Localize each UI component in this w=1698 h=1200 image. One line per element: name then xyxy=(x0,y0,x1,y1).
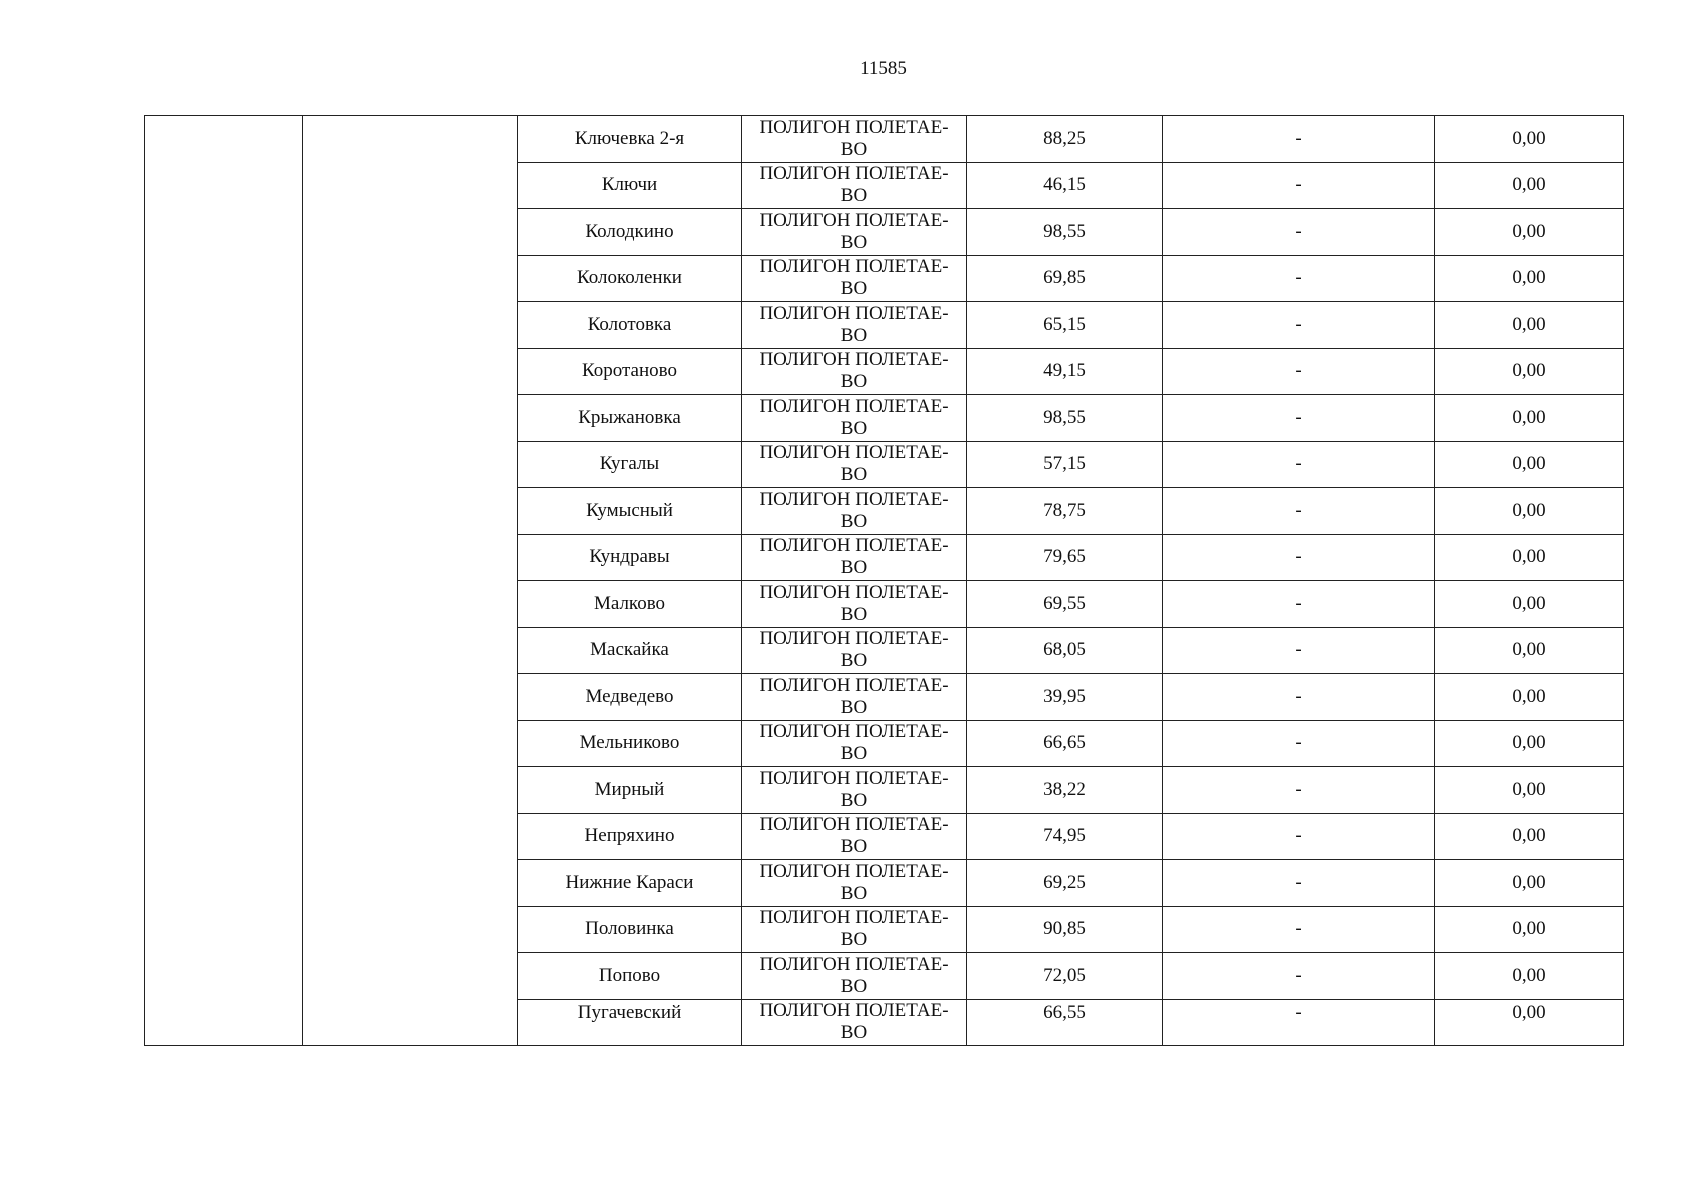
settlement-cell: Ключи xyxy=(518,162,742,209)
cost-cell: 0,00 xyxy=(1435,999,1624,1046)
dash-cell: - xyxy=(1163,209,1435,256)
settlement-cell: Мельниково xyxy=(518,720,742,767)
settlement-cell: Колотовка xyxy=(518,302,742,349)
organization-line-2: ВО xyxy=(840,929,868,951)
distance-cell: 69,55 xyxy=(967,581,1163,628)
dash-cell: - xyxy=(1163,255,1435,302)
distance-cell: 90,85 xyxy=(967,906,1163,953)
cost-cell: 0,00 xyxy=(1435,767,1624,814)
distance-cell: 72,05 xyxy=(967,953,1163,1000)
organization-line-2: ВО xyxy=(840,138,868,160)
settlement-cell: Пугачевский xyxy=(518,999,742,1046)
distance-cell: 88,25 xyxy=(967,116,1163,163)
organization-line-2: ВО xyxy=(840,557,868,579)
organization-cell xyxy=(742,488,967,535)
dash-cell: - xyxy=(1163,813,1435,860)
organization-cell xyxy=(742,395,967,442)
organization-line-1: ПОЛИГОН ПОЛЕТАЕ- xyxy=(759,674,949,696)
dash-cell: - xyxy=(1163,348,1435,395)
distance-cell: 66,65 xyxy=(967,720,1163,767)
organization-line-2: ВО xyxy=(840,603,868,625)
settlement-cell: Коротаново xyxy=(518,348,742,395)
dash-cell: - xyxy=(1163,860,1435,907)
settlement-cell: Маскайка xyxy=(518,627,742,674)
organization-line-2: ВО xyxy=(840,464,868,486)
dash-cell: - xyxy=(1163,534,1435,581)
dash-cell: - xyxy=(1163,767,1435,814)
organization-line-2: ВО xyxy=(840,510,868,532)
organization-cell xyxy=(742,999,967,1046)
distance-cell: 46,15 xyxy=(967,162,1163,209)
organization-line-1: ПОЛИГОН ПОЛЕТАЕ- xyxy=(759,907,949,929)
organization-line-1: ПОЛИГОН ПОЛЕТАЕ- xyxy=(759,488,949,510)
dash-cell: - xyxy=(1163,116,1435,163)
organization-line-2: ВО xyxy=(840,696,868,718)
settlement-cell: Колодкино xyxy=(518,209,742,256)
organization-line-2: ВО xyxy=(840,789,868,811)
organization-line-2: ВО xyxy=(840,975,868,997)
organization-line-1: ПОЛИГОН ПОЛЕТАЕ- xyxy=(759,395,949,417)
settlement-cell: Половинка xyxy=(518,906,742,953)
organization-cell xyxy=(742,720,967,767)
organization-line-2: ВО xyxy=(840,650,868,672)
organization-cell xyxy=(742,348,967,395)
cost-cell: 0,00 xyxy=(1435,627,1624,674)
organization-cell xyxy=(742,209,967,256)
organization-line-1: ПОЛИГОН ПОЛЕТАЕ- xyxy=(759,442,949,464)
organization-line-2: ВО xyxy=(840,185,868,207)
organization-line-1: ПОЛИГОН ПОЛЕТАЕ- xyxy=(759,1000,949,1022)
distance-cell: 68,05 xyxy=(967,627,1163,674)
organization-line-1: ПОЛИГОН ПОЛЕТАЕ- xyxy=(759,116,949,138)
organization-cell xyxy=(742,162,967,209)
settlement-cell: Кундравы xyxy=(518,534,742,581)
organization-line-2: ВО xyxy=(840,743,868,765)
organization-cell xyxy=(742,302,967,349)
organization-cell xyxy=(742,581,967,628)
distance-cell: 65,15 xyxy=(967,302,1163,349)
distance-cell: 98,55 xyxy=(967,395,1163,442)
dash-cell: - xyxy=(1163,953,1435,1000)
settlement-cell: Малково xyxy=(518,581,742,628)
organization-cell xyxy=(742,116,967,163)
document-table xyxy=(144,115,1624,1046)
dash-cell: - xyxy=(1163,488,1435,535)
organization-cell xyxy=(742,627,967,674)
dash-cell: - xyxy=(1163,162,1435,209)
organization-cell xyxy=(742,813,967,860)
organization-line-1: ПОЛИГОН ПОЛЕТАЕ- xyxy=(759,767,949,789)
cost-cell: 0,00 xyxy=(1435,116,1624,163)
cost-cell: 0,00 xyxy=(1435,488,1624,535)
organization-line-1: ПОЛИГОН ПОЛЕТАЕ- xyxy=(759,628,949,650)
organization-line-1: ПОЛИГОН ПОЛЕТАЕ- xyxy=(759,535,949,557)
distance-cell: 78,75 xyxy=(967,488,1163,535)
table-body xyxy=(145,116,1624,1046)
organization-line-1: ПОЛИГОН ПОЛЕТАЕ- xyxy=(759,256,949,278)
organization-cell xyxy=(742,953,967,1000)
organization-line-2: ВО xyxy=(840,836,868,858)
distance-cell: 49,15 xyxy=(967,348,1163,395)
settlement-cell: Кумысный xyxy=(518,488,742,535)
distance-cell: 38,22 xyxy=(967,767,1163,814)
cost-cell: 0,00 xyxy=(1435,395,1624,442)
cost-cell: 0,00 xyxy=(1435,162,1624,209)
merged-empty-cell-b xyxy=(303,116,518,1046)
distance-cell: 69,25 xyxy=(967,860,1163,907)
dash-cell: - xyxy=(1163,720,1435,767)
distance-cell: 66,55 xyxy=(967,999,1163,1046)
organization-line-2: ВО xyxy=(840,278,868,300)
organization-line-2: ВО xyxy=(840,231,868,253)
distance-cell: 57,15 xyxy=(967,441,1163,488)
page-number: 11585 xyxy=(860,58,907,79)
cost-cell: 0,00 xyxy=(1435,674,1624,721)
organization-line-2: ВО xyxy=(840,417,868,439)
dash-cell: - xyxy=(1163,674,1435,721)
settlement-cell: Медведево xyxy=(518,674,742,721)
organization-line-1: ПОЛИГОН ПОЛЕТАЕ- xyxy=(759,721,949,743)
dash-cell: - xyxy=(1163,999,1435,1046)
settlement-cell: Колоколенки xyxy=(518,255,742,302)
organization-cell xyxy=(742,674,967,721)
distance-cell: 74,95 xyxy=(967,813,1163,860)
distance-cell: 39,95 xyxy=(967,674,1163,721)
organization-line-1: ПОЛИГОН ПОЛЕТАЕ- xyxy=(759,349,949,371)
settlement-cell: Попово xyxy=(518,953,742,1000)
cost-cell: 0,00 xyxy=(1435,581,1624,628)
settlement-cell: Непряхино xyxy=(518,813,742,860)
settlement-cell: Мирный xyxy=(518,767,742,814)
dash-cell: - xyxy=(1163,627,1435,674)
cost-cell: 0,00 xyxy=(1435,209,1624,256)
distance-cell: 98,55 xyxy=(967,209,1163,256)
organization-line-1: ПОЛИГОН ПОЛЕТАЕ- xyxy=(759,209,949,231)
organization-cell xyxy=(742,534,967,581)
cost-cell: 0,00 xyxy=(1435,534,1624,581)
dash-cell: - xyxy=(1163,302,1435,349)
organization-cell xyxy=(742,860,967,907)
settlement-cell: Крыжановка xyxy=(518,395,742,442)
settlement-cell: Кугалы xyxy=(518,441,742,488)
organization-line-1: ПОЛИГОН ПОЛЕТАЕ- xyxy=(759,814,949,836)
organization-line-2: ВО xyxy=(840,1022,868,1044)
organization-line-1: ПОЛИГОН ПОЛЕТАЕ- xyxy=(759,302,949,324)
settlement-cell: Ключевка 2-я xyxy=(518,116,742,163)
organization-cell xyxy=(742,906,967,953)
dash-cell: - xyxy=(1163,906,1435,953)
organization-cell xyxy=(742,255,967,302)
cost-cell: 0,00 xyxy=(1435,348,1624,395)
cost-cell: 0,00 xyxy=(1435,813,1624,860)
organization-line-2: ВО xyxy=(840,324,868,346)
organization-line-1: ПОЛИГОН ПОЛЕТАЕ- xyxy=(759,163,949,185)
cost-cell: 0,00 xyxy=(1435,860,1624,907)
dash-cell: - xyxy=(1163,581,1435,628)
organization-cell xyxy=(742,767,967,814)
organization-line-1: ПОЛИГОН ПОЛЕТАЕ- xyxy=(759,581,949,603)
merged-empty-cell-a xyxy=(145,116,303,1046)
cost-cell: 0,00 xyxy=(1435,720,1624,767)
dash-cell: - xyxy=(1163,441,1435,488)
cost-cell: 0,00 xyxy=(1435,302,1624,349)
organization-line-1: ПОЛИГОН ПОЛЕТАЕ- xyxy=(759,953,949,975)
distance-cell: 69,85 xyxy=(967,255,1163,302)
organization-line-1: ПОЛИГОН ПОЛЕТАЕ- xyxy=(759,860,949,882)
dash-cell: - xyxy=(1163,395,1435,442)
settlement-cell: Нижние Караси xyxy=(518,860,742,907)
cost-cell: 0,00 xyxy=(1435,441,1624,488)
cost-cell: 0,00 xyxy=(1435,255,1624,302)
cost-cell: 0,00 xyxy=(1435,906,1624,953)
organization-line-2: ВО xyxy=(840,371,868,393)
organization-line-2: ВО xyxy=(840,882,868,904)
cost-cell: 0,00 xyxy=(1435,953,1624,1000)
organization-cell xyxy=(742,441,967,488)
table-row xyxy=(145,116,1624,163)
distance-cell: 79,65 xyxy=(967,534,1163,581)
